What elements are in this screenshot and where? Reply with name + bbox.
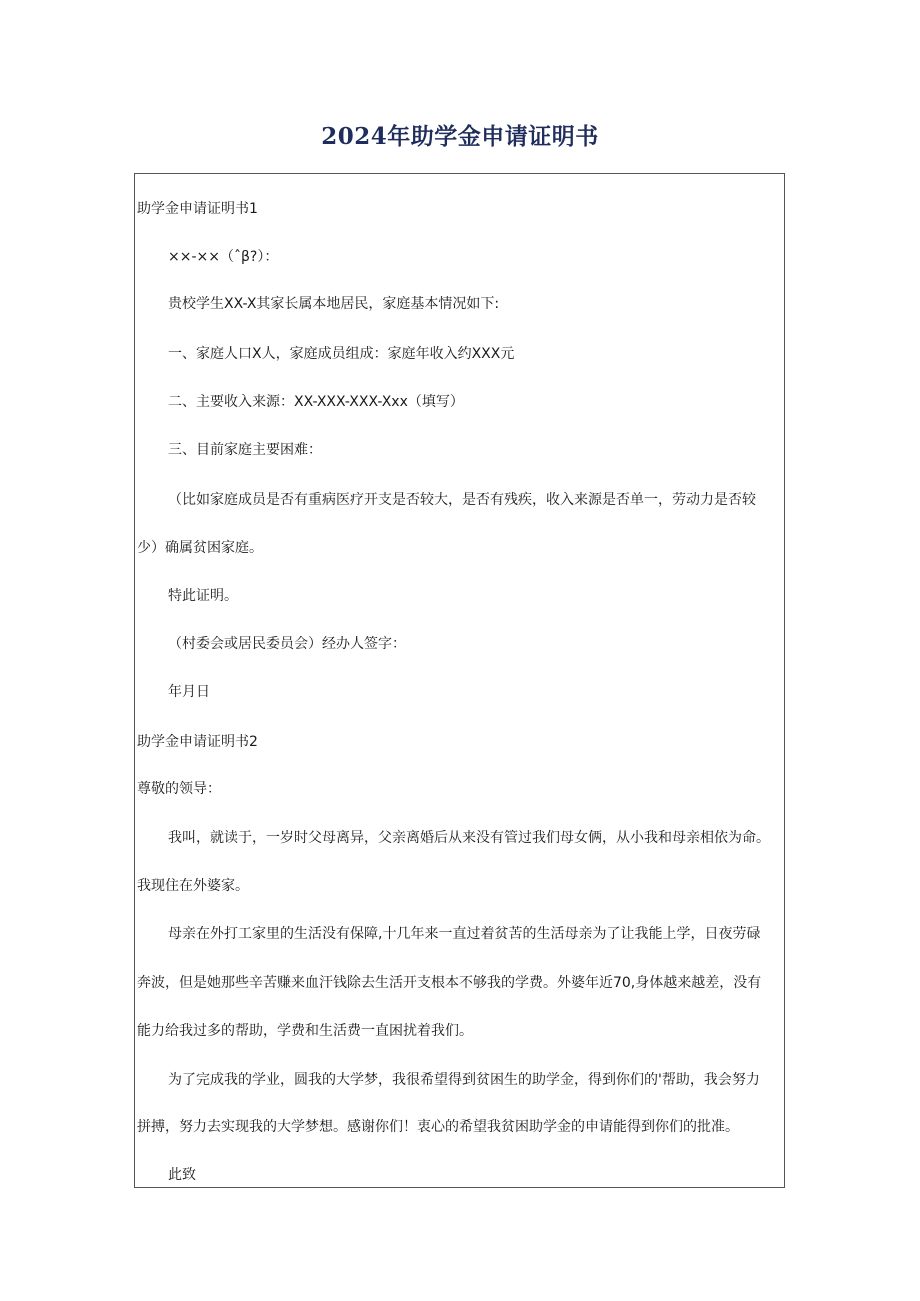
section2-heading: 助学金申请证明书2 bbox=[137, 734, 258, 750]
document-title: 2024年助学金申请证明书 bbox=[321, 123, 599, 150]
section1-paragraph-intro: 贵校学生XX-X其家长属本地居民，家庭基本情况如下: bbox=[168, 296, 500, 312]
section2-paragraph2-line2: 奔波，但是她那些辛苦赚来血汗钱除去生活开支根本不够我的学费。外婆年近70,身体越来越差，没有 bbox=[137, 975, 762, 991]
section2-paragraph1-line2: 我现住在外婆家。 bbox=[137, 878, 249, 894]
section2-salutation: 尊敬的领导： bbox=[137, 781, 221, 797]
document-body-frame bbox=[134, 173, 785, 1188]
section1-item-1: 一、家庭人口X人，家庭成员组成：家庭年收入约XXX元 bbox=[168, 346, 515, 362]
section1-date: 年月日 bbox=[168, 684, 210, 700]
section2-paragraph1-line1: 我叫，就读于，一岁时父母离异，父亲离婚后从来没有管过我们母女俩，从小我和母亲相依为命。 bbox=[168, 830, 770, 846]
section2-paragraph2-line3: 能力给我过多的帮助，学费和生活费一直困扰着我们。 bbox=[137, 1023, 473, 1039]
section2-paragraph3-line2: 拼搏，努力去实现我的大学梦想。感谢你们！衷心的希望我贫困助学金的申请能得到你们的批准。 bbox=[137, 1119, 739, 1135]
section2-closing: 此致 bbox=[168, 1167, 196, 1183]
section1-item-3: 三、目前家庭主要困难： bbox=[168, 442, 322, 458]
section1-item-3-detail-line2: 少）确属贫困家庭。 bbox=[137, 540, 263, 556]
section1-heading: 助学金申请证明书1 bbox=[137, 201, 258, 217]
section2-paragraph3-line1: 为了完成我的学业，圆我的大学梦，我很希望得到贫困生的助学金，得到你们的'帮助，我会努力 bbox=[168, 1072, 760, 1088]
section2-paragraph2-line1: 母亲在外打工家里的生活没有保障,十几年来一直过着贫苦的生活母亲为了让我能上学，日夜劳碌 bbox=[168, 926, 761, 942]
section1-certify: 特此证明。 bbox=[168, 588, 238, 604]
section1-salutation: ××-××（ˆβ?）： bbox=[168, 249, 279, 265]
section1-item-2: 二、主要收入来源：XX-XXX-XXX-Xxx（填写） bbox=[168, 394, 464, 410]
section1-item-3-detail-line1: （比如家庭成员是否有重病医疗开支是否较大，是否有残疾，收入来源是否单一，劳动力是否较 bbox=[168, 492, 756, 508]
section1-signer: （村委会或居民委员会）经办人签字： bbox=[168, 636, 406, 652]
